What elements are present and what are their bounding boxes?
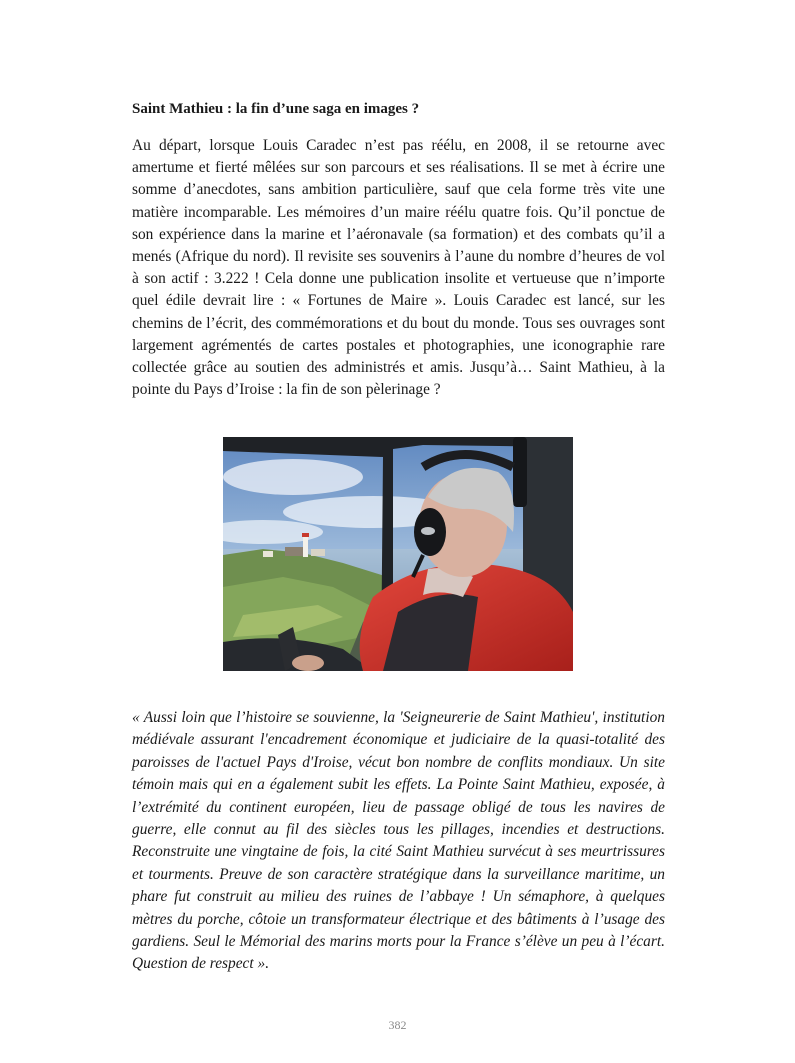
headset-logo — [421, 527, 435, 535]
helicopter-photo — [223, 437, 573, 671]
lighthouse — [303, 535, 308, 557]
hand — [292, 655, 324, 671]
page-number: 382 — [388, 1018, 407, 1032]
abbey-ruins — [285, 547, 303, 556]
intro-paragraph: Au départ, lorsque Louis Caradec n’est pas réélu, en 2008, il se retourne avec amertume et fierté mêlées sur son parcours et ses réalisations. Il se met à écrire une somme d’anecdotes, sans ambition particulière, sauf que cela forme très vite une matière incomparable. Les mémoires d’un maire réélu quatre fois. Qu’il ponctue de son expérience dans la marine et l’aéronavale (sa formation) et des combats qu’il a menés (Afrique du nord). Il revisite ses souvenirs à l’aune du nombre d’heures de vol à son actif : 3.222 ! Cela donne une publication insolite et vertueuse que n’importe quel édile devrait lire : « Fortunes de Maire ». Louis Caradec est lancé, sur les chemins de l’écrit, des commémorations et du bout du monde. Tous ses ouvrages sont largement agrémentés de cartes postales et photographies, une iconographie rare collectée grâce au soutien des administrés et amis. Jusqu’à… Saint Mathieu, à la pointe du Pays d’Iroise : la fin de son pèlerinage ? — [132, 137, 665, 399]
buildings — [263, 551, 273, 557]
section-heading: Saint Mathieu : la fin d’une saga en images ? — [132, 101, 420, 117]
headset-cable — [513, 437, 527, 507]
cloud — [223, 459, 363, 495]
helicopter-photo-drawing — [223, 437, 573, 671]
quote-paragraph: « Aussi loin que l’histoire se souvienne, la 'Seigneurerie de Saint Mathieu', institution médiévale assurant l'encadrement économique et judiciaire de la quasi-totalité des paroisses de l'actuel Pays d'Iroise, vécut bon nombre de conflits mondiaux. Un site témoin mais qui en a également subit les effets. La Pointe Saint Mathieu, exposée, à l’extrémité du continent européen, lieu de passage obligé de tous les navires de guerre, elle connut au fil des siècles tous les pillages, incendies et destructions. Reconstruite une vingtaine de fois, la cité Saint Mathieu survécut à ses meurtrissures et tourments. Preuve de son caractère stratégique dans la surveillance maritime, un phare fut construit au milieu des ruines de l’abbaye ! Un sémaphore, à quelques mètres du porche, côtoie un transformateur électrique et des bâtiments à l’usage des gardiens. Seul le Mémorial des marins morts pour la France s’élève un peu à l’écart. Question de respect ». — [132, 709, 665, 973]
buildings — [311, 549, 325, 556]
lighthouse-top — [302, 533, 309, 537]
